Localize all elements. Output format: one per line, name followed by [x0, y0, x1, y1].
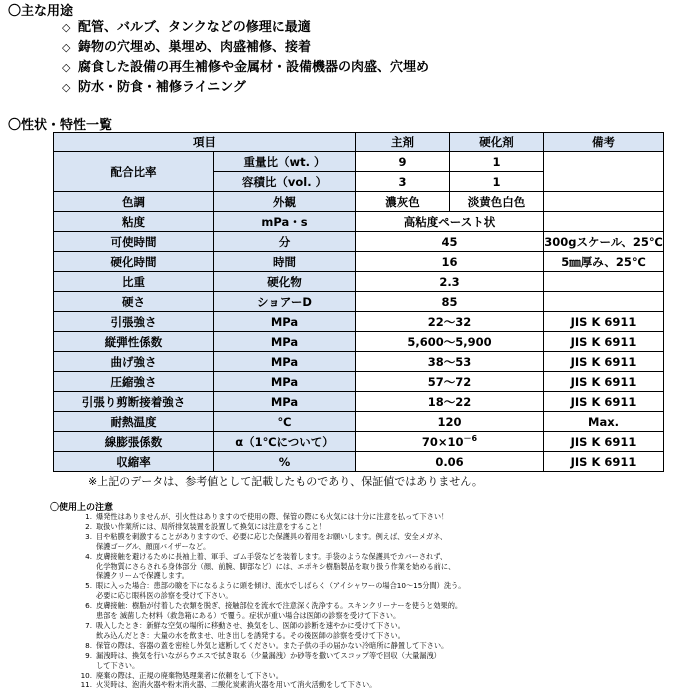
- caution-item-text: 化学物質にさらされる身体部分（顔、前腕、脚部など）には、エポキシ樹脂製品を取り扱う作業を始める前に、: [96, 561, 456, 571]
- caution-item-text: 火災時は、泡消火器や粉末消火器、二酸化炭素消火器を用いて消火活動をして下さい。: [96, 680, 377, 690]
- property-remark: JIS K 6911: [544, 332, 664, 352]
- property-remark: Max.: [544, 412, 664, 432]
- property-label: 硬さ: [54, 292, 214, 312]
- use-item: [62, 78, 429, 98]
- expansion-remark: JIS K 6911: [544, 432, 664, 452]
- table-row: [54, 392, 664, 412]
- color-main: 濃灰色: [356, 192, 450, 212]
- property-unit: 硬化物: [214, 272, 356, 292]
- shrinkage-unit: %: [214, 452, 356, 472]
- table-row: [54, 352, 664, 372]
- header-hardener: 硬化剤: [450, 133, 544, 152]
- table-row: [54, 252, 664, 272]
- property-remark: JIS K 6911: [544, 312, 664, 332]
- property-value: 5,600～5,900: [356, 332, 544, 352]
- caution-item-text: 保管の際は、容器の蓋を密栓し外気と遮断してください。また子供の手の届かない冷暗所に静置して下さい。: [96, 640, 449, 650]
- use-item: [62, 18, 429, 38]
- property-remark: JIS K 6911: [544, 392, 664, 412]
- property-value: 18～22: [356, 392, 544, 412]
- caution-item: [78, 532, 693, 542]
- caution-item: [78, 581, 693, 591]
- weight-ratio-label: 重量比（wt. ）: [214, 152, 356, 172]
- caution-item: [78, 522, 693, 532]
- viscosity-value: 高粘度ペースト状: [356, 212, 544, 232]
- properties-table: [53, 132, 664, 472]
- viscosity-label: 粘度: [54, 212, 214, 232]
- table-row: [54, 152, 664, 172]
- caution-item-text: 目や粘膜を刺激することがありますので、必要に応じた保護具の着用をお願いします。例えば、安全メガネ、: [96, 531, 448, 541]
- property-value: 120: [356, 412, 544, 432]
- volume-ratio-hardener: 1: [450, 172, 544, 192]
- caution-item-number: 6.: [85, 601, 92, 611]
- caution-item-text: 皮膚接触：樹脂が付着した衣類を脱ぎ、接触部位を流水で注意深く洗浄する。スキンクリーナーを使うと効果的。: [96, 601, 463, 611]
- expansion-value: [356, 432, 544, 452]
- property-value: 85: [356, 292, 544, 312]
- property-label: 比重: [54, 272, 214, 292]
- color-unit: 外観: [214, 192, 356, 212]
- use-item-text: 配管、バルブ、タンクなどの修理に最適: [78, 20, 311, 35]
- expansion-unit: α（1℃について）: [214, 432, 356, 452]
- property-value: 16: [356, 252, 544, 272]
- caution-item-number: 3.: [85, 531, 92, 541]
- caution-item: [78, 641, 693, 651]
- table-row: [54, 312, 664, 332]
- caution-item-text: 皮膚接触を避けるために長袖上着、軍手、ゴム手袋などを装着します。手袋のような保護具でカバーされず、: [96, 551, 448, 561]
- properties-heading: 〇性状・特性一覧: [8, 118, 113, 133]
- caution-item: [78, 651, 693, 661]
- table-row: [54, 212, 664, 232]
- diamond-bullet-icon: ◇: [62, 61, 71, 74]
- caution-item-number: 2.: [85, 521, 92, 531]
- property-value: 57～72: [356, 372, 544, 392]
- property-label: 硬化時間: [54, 252, 214, 272]
- data-disclaimer-note: ※上記のデータは、参考値として記載したものであり、保証値ではありません。: [88, 475, 483, 488]
- caution-item: [78, 661, 693, 671]
- shrinkage-label: 収縮率: [54, 452, 214, 472]
- caution-item-text: 廃棄の際は、正規の廃棄物処理業者に依頼をして下さい。: [96, 670, 283, 680]
- caution-item-text: 吸入したとき：新鮮な空気の場所に移動させ、換気をし、医師の診断を速やかに受けて下さい。: [96, 620, 405, 630]
- diamond-bullet-icon: ◇: [62, 21, 71, 34]
- caution-item-text: 必要に応じ眼科医の診察を受けて下さい。: [96, 591, 233, 601]
- expansion-value-exponent: －6: [463, 433, 478, 443]
- expansion-label: 線膨張係数: [54, 432, 214, 452]
- diamond-bullet-icon: ◇: [62, 81, 71, 94]
- caution-item: [78, 512, 693, 522]
- property-remark: 5㎜厚み、25℃: [544, 252, 664, 272]
- table-row: [54, 452, 664, 472]
- table-row: [54, 372, 664, 392]
- caution-item-number: 10.: [80, 670, 92, 680]
- shrinkage-value: 0.06: [356, 452, 544, 472]
- property-unit: 時間: [214, 252, 356, 272]
- expansion-value-base: 70×10: [421, 434, 464, 449]
- caution-item-text: 爆発性はありませんが、引火性はありますので使用の際、保管の際にも火気には十分に注意を払って下さい！: [96, 512, 449, 521]
- caution-item-number: 4.: [85, 551, 92, 561]
- viscosity-unit: mPa・s: [214, 212, 356, 232]
- use-item-text: 防水・防食・補修ライニング: [78, 80, 246, 95]
- table-row: [54, 272, 664, 292]
- caution-item: [78, 680, 693, 690]
- caution-item: [78, 542, 693, 552]
- caution-item: [78, 611, 693, 621]
- table-header-row: [54, 133, 664, 152]
- property-label: 引張り剪断接着強さ: [54, 392, 214, 412]
- property-label: 可使時間: [54, 232, 214, 252]
- viscosity-remark: [544, 212, 664, 232]
- color-label: 色調: [54, 192, 214, 212]
- caution-item-number: 7.: [85, 620, 92, 630]
- property-unit: MPa: [214, 392, 356, 412]
- caution-item-text: 飲み込んだとき：大量の水を飲ませ、吐き出しを誘発する。その後医師の診察を受けて下さい。: [96, 630, 405, 640]
- property-unit: MPa: [214, 332, 356, 352]
- caution-item-number: 11.: [80, 680, 92, 690]
- weight-ratio-hardener: 1: [450, 152, 544, 172]
- table-row: [54, 412, 664, 432]
- caution-item: [78, 621, 693, 631]
- caution-item-number: 5.: [85, 581, 92, 591]
- caution-item: [78, 601, 693, 611]
- color-remark: [544, 192, 664, 212]
- caution-item: [78, 671, 693, 681]
- caution-item: [78, 552, 693, 562]
- table-row: [54, 232, 664, 252]
- property-label: 縦弾性係数: [54, 332, 214, 352]
- property-value: 38～53: [356, 352, 544, 372]
- caution-item-text: 取扱い作業所には、局所排気装置を設置して換気には注意をすること！: [96, 521, 327, 531]
- property-value: 22～32: [356, 312, 544, 332]
- caution-item-text: 患部を 滅菌した材料（救急箱にある）で覆う。症状が重い場合は医師の診察を受けて下さい。: [96, 611, 401, 621]
- header-item: 項目: [54, 133, 356, 152]
- property-value: 45: [356, 232, 544, 252]
- mix-ratio-remark: [544, 152, 664, 192]
- caution-item-number: 9.: [85, 650, 92, 660]
- use-item: [62, 38, 429, 58]
- property-label: 圧縮強さ: [54, 372, 214, 392]
- uses-heading: 〇主な用途: [8, 4, 74, 19]
- property-unit: ショアーD: [214, 292, 356, 312]
- header-main: 主剤: [356, 133, 450, 152]
- shrinkage-remark: JIS K 6911: [544, 452, 664, 472]
- caution-item-text: 眼に入った場合：患部の瞼を下になるように頭を傾け、流水でしばらく（アイシャワーの場合10～15分間）洗う。: [96, 581, 466, 591]
- caution-item: [78, 631, 693, 641]
- property-unit: MPa: [214, 352, 356, 372]
- property-unit: MPa: [214, 312, 356, 332]
- property-label: 耐熱温度: [54, 412, 214, 432]
- caution-item: [78, 562, 693, 572]
- property-label: 曲げ強さ: [54, 352, 214, 372]
- property-unit: MPa: [214, 372, 356, 392]
- caution-item-text: して下さい。: [96, 660, 140, 670]
- property-remark: 300gスケール、25℃: [544, 232, 664, 252]
- property-label: 引張強さ: [54, 312, 214, 332]
- property-remark: JIS K 6911: [544, 372, 664, 392]
- property-remark: [544, 272, 664, 292]
- caution-item-number: 1.: [85, 512, 92, 521]
- property-value: 2.3: [356, 272, 544, 292]
- table-row: [54, 332, 664, 352]
- caution-item-text: 保護クリームで保護します。: [96, 571, 189, 581]
- volume-ratio-main: 3: [356, 172, 450, 192]
- weight-ratio-main: 9: [356, 152, 450, 172]
- use-item-text: 腐食した設備の再生補修や金属材・設備機器の肉盛、穴埋め: [78, 60, 430, 75]
- uses-list: [62, 18, 429, 98]
- caution-item-text: 漏洩時は、換気を行いながらウエスで拭き取る（少量漏洩）か砂等を撒いてスコップ等で回収（大量漏洩）: [96, 650, 441, 660]
- caution-item-text: 保護ゴーグル、顔面バイザーなど。: [96, 541, 211, 551]
- property-remark: [544, 292, 664, 312]
- property-remark: JIS K 6911: [544, 352, 664, 372]
- use-item: [62, 58, 429, 78]
- caution-item: [78, 571, 693, 581]
- caution-heading: 〇使用上の注意: [50, 503, 114, 513]
- use-item-text: 鋳物の穴埋め、巣埋め、肉盛補修、接着: [78, 40, 311, 55]
- caution-item-number: 8.: [85, 640, 92, 650]
- table-row: [54, 292, 664, 312]
- diamond-bullet-icon: ◇: [62, 41, 71, 54]
- header-remarks: 備考: [544, 133, 664, 152]
- table-row: [54, 192, 664, 212]
- property-unit: 分: [214, 232, 356, 252]
- property-unit: ℃: [214, 412, 356, 432]
- caution-item: [78, 591, 693, 601]
- mix-ratio-label: 配合比率: [54, 152, 214, 192]
- color-hardener: 淡黄色白色: [450, 192, 544, 212]
- volume-ratio-label: 容積比（vol. ）: [214, 172, 356, 192]
- caution-list: [78, 512, 693, 690]
- table-row: [54, 432, 664, 452]
